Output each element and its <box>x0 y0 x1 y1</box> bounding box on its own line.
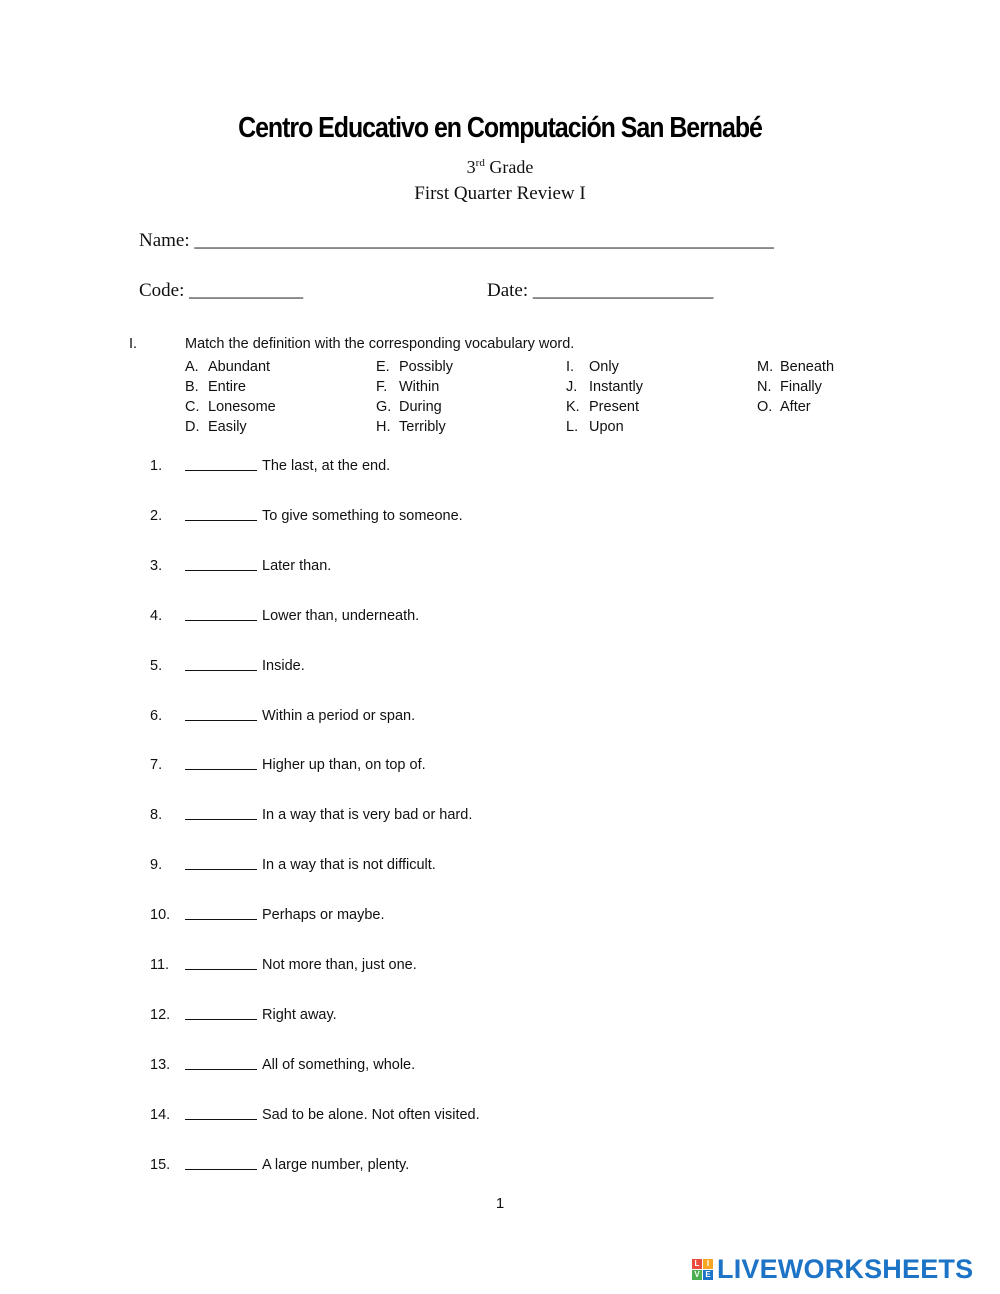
answer-blank[interactable] <box>185 456 257 471</box>
answer-blank[interactable] <box>185 855 257 870</box>
option-word: Terribly <box>399 419 446 435</box>
answer-blank[interactable] <box>185 1005 257 1020</box>
question-item <box>150 556 331 576</box>
question-item <box>150 1055 415 1075</box>
name-line[interactable]: _____________________________________________________________ <box>194 230 774 251</box>
option-letter: H. <box>376 419 391 435</box>
question-item <box>150 1155 409 1175</box>
logo-tile: L <box>692 1259 702 1269</box>
question-number: 15. <box>150 1156 171 1173</box>
question-text: Within a period or span. <box>262 707 416 724</box>
question-text: Lower than, underneath. <box>262 607 420 624</box>
option-letter: J. <box>566 379 578 395</box>
option-letter: A. <box>185 359 199 375</box>
question-item <box>150 1105 480 1125</box>
option-word: Present <box>589 399 639 415</box>
question-text: In a way that is very bad or hard. <box>262 807 473 824</box>
word-option <box>185 417 247 437</box>
word-option <box>757 397 811 417</box>
instruction-text: Match the definition with the corresponding vocabulary word. <box>185 336 575 352</box>
word-option <box>566 377 643 397</box>
option-word: Abundant <box>208 359 271 375</box>
date-label: Date: <box>487 280 529 301</box>
option-letter: I. <box>566 359 575 375</box>
question-text: Sad to be alone. Not often visited. <box>262 1106 480 1123</box>
school-title: Centro Educativo en Computación San Bernabé <box>238 112 762 144</box>
word-option <box>185 377 246 397</box>
answer-blank[interactable] <box>185 556 257 571</box>
answer-blank[interactable] <box>185 606 257 621</box>
logo-tile: I <box>703 1259 713 1269</box>
question-number: 4. <box>150 607 163 624</box>
option-word: Beneath <box>780 359 835 375</box>
logo-tile: V <box>692 1270 702 1280</box>
question-text: A large number, plenty. <box>262 1156 410 1173</box>
word-option <box>376 397 442 417</box>
option-letter: B. <box>185 379 199 395</box>
grade-number: 3 <box>466 157 476 177</box>
option-letter: F. <box>376 379 388 395</box>
question-text: To give something to someone. <box>262 507 463 524</box>
word-option <box>376 357 453 377</box>
question-item <box>150 706 415 726</box>
question-number: 5. <box>150 657 163 674</box>
word-option <box>185 357 270 377</box>
question-number: 3. <box>150 557 163 574</box>
answer-blank[interactable] <box>185 656 257 671</box>
option-letter: M. <box>757 359 774 375</box>
grade-line <box>0 157 1000 178</box>
code-label: Code: <box>139 280 185 301</box>
word-option <box>566 417 624 437</box>
question-number: 2. <box>150 507 163 524</box>
option-letter: L. <box>566 419 579 435</box>
code-field[interactable] <box>139 280 303 302</box>
option-word: Only <box>589 359 619 375</box>
answer-blank[interactable] <box>185 955 257 970</box>
question-item <box>150 855 436 875</box>
option-letter: O. <box>757 399 773 415</box>
option-word: Instantly <box>589 379 643 395</box>
word-option <box>376 417 446 437</box>
question-text: Not more than, just one. <box>262 957 417 973</box>
answer-blank[interactable] <box>185 755 257 770</box>
liveworksheets-brand[interactable] <box>692 1254 973 1284</box>
option-word: Lonesome <box>208 399 276 415</box>
section-number: I. <box>129 336 138 352</box>
question-item <box>150 955 417 975</box>
word-option <box>376 377 439 397</box>
grade-word: Grade <box>489 157 534 177</box>
option-word: Finally <box>780 379 822 395</box>
question-number: 8. <box>150 807 163 824</box>
question-text: Perhaps or maybe. <box>262 907 385 924</box>
answer-blank[interactable] <box>185 805 257 820</box>
question-number: 11. <box>150 957 170 973</box>
date-field[interactable] <box>487 280 713 302</box>
question-number: 10. <box>150 907 171 924</box>
question-item <box>150 456 390 476</box>
word-option <box>757 357 834 377</box>
question-text: In a way that is not difficult. <box>262 857 436 874</box>
question-item <box>150 1005 337 1025</box>
grade-suffix: rd <box>475 157 485 169</box>
answer-blank[interactable] <box>185 1055 257 1070</box>
answer-blank[interactable] <box>185 1105 257 1120</box>
word-option <box>566 397 639 417</box>
option-letter: K. <box>566 399 580 415</box>
question-number: 14. <box>150 1106 171 1123</box>
word-option <box>185 397 276 417</box>
option-letter: G. <box>376 399 392 415</box>
word-option <box>757 377 822 397</box>
name-field[interactable] <box>139 230 774 252</box>
answer-blank[interactable] <box>185 506 257 521</box>
word-option <box>566 357 619 377</box>
question-text: All of something, whole. <box>262 1056 416 1073</box>
option-letter: D. <box>185 419 200 435</box>
page-number: 1 <box>495 1195 505 1212</box>
question-text: Right away. <box>262 1006 337 1023</box>
review-subtitle: First Quarter Review I <box>414 183 586 204</box>
question-number: 12. <box>150 1006 171 1023</box>
question-number: 1. <box>150 458 163 474</box>
code-line[interactable]: ____________ <box>189 280 304 301</box>
option-letter: C. <box>185 399 200 415</box>
answer-blank[interactable] <box>185 905 257 920</box>
option-word: Within <box>399 379 440 395</box>
question-item <box>150 755 426 775</box>
question-number: 7. <box>150 757 163 774</box>
option-letter: N. <box>757 379 772 395</box>
question-number: 9. <box>150 857 163 874</box>
date-line[interactable]: ___________________ <box>532 280 714 301</box>
option-word: Upon <box>589 419 624 435</box>
question-item <box>150 905 385 925</box>
name-label: Name: <box>139 230 190 251</box>
option-word: Easily <box>208 419 247 435</box>
question-text: Higher up than, on top of. <box>262 757 426 774</box>
option-word: During <box>399 399 442 415</box>
option-word: Possibly <box>399 359 453 375</box>
answer-blank[interactable] <box>185 706 257 721</box>
question-text: Inside. <box>262 657 305 674</box>
logo-tile: E <box>703 1270 713 1280</box>
option-word: After <box>780 399 811 415</box>
question-number: 6. <box>150 707 163 724</box>
question-item <box>150 506 463 526</box>
brand-name: LIVEWORKSHEETS <box>717 1253 974 1284</box>
question-text: The last, at the end. <box>262 458 391 474</box>
question-item <box>150 656 305 676</box>
question-text: Later than. <box>262 557 332 574</box>
question-item <box>150 606 419 626</box>
answer-blank[interactable] <box>185 1155 257 1170</box>
question-item <box>150 805 472 825</box>
option-letter: E. <box>376 359 390 375</box>
option-word: Entire <box>208 379 246 395</box>
question-number: 13. <box>150 1056 171 1073</box>
liveworksheets-logo-icon <box>692 1259 713 1280</box>
